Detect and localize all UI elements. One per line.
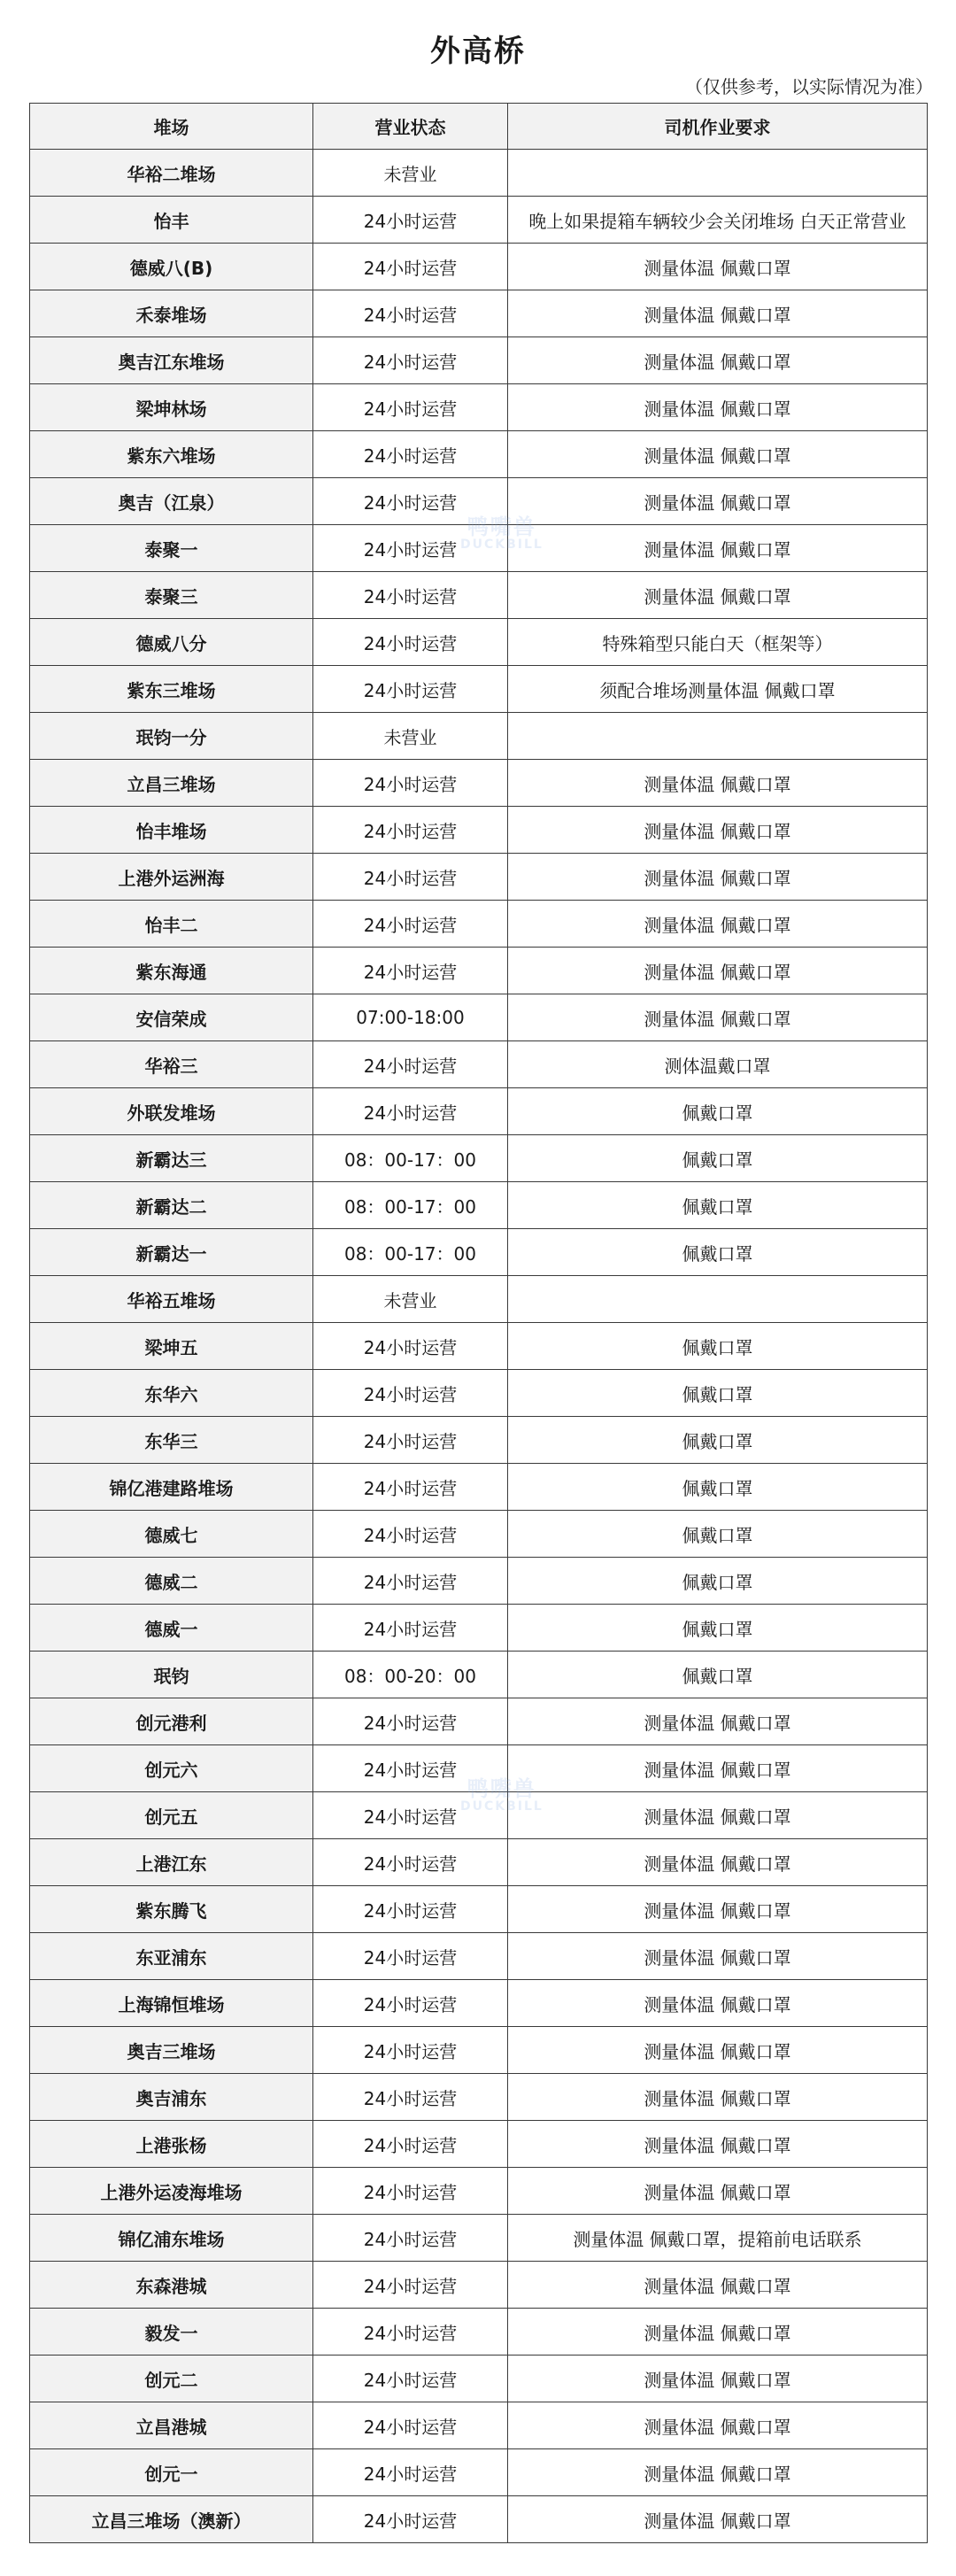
requirement-cell: 佩戴口罩 [508,1370,928,1417]
table-row [30,901,928,948]
table-row [30,1135,928,1182]
table-row [30,1464,928,1511]
yard-cell: 东华三 [30,1417,313,1464]
requirement-cell: 测量体温 佩戴口罩 [508,2449,928,2496]
status-cell: 24小时运营 [313,1417,508,1464]
requirement-cell: 佩戴口罩 [508,1605,928,1652]
requirement-cell: 须配合堆场测量体温 佩戴口罩 [508,666,928,713]
table-row [30,1980,928,2027]
requirement-cell: 测量体温 佩戴口罩 [508,1745,928,1792]
requirement-cell: 测量体温 佩戴口罩 [508,2402,928,2449]
yard-cell: 紫东三堆场 [30,666,313,713]
yard-cell: 怡丰二 [30,901,313,948]
table-row [30,290,928,337]
status-cell: 24小时运营 [313,854,508,901]
yard-cell: 立昌三堆场（澳新） [30,2496,313,2543]
yard-table [29,103,928,2543]
status-cell: 08：00-17：00 [313,1135,508,1182]
requirement-cell: 晚上如果提箱车辆较少会关闭堆场 白天正常营业 [508,197,928,244]
table-row [30,1792,928,1839]
yard-cell: 德威二 [30,1558,313,1605]
table-row [30,2309,928,2356]
yard-cell: 奥吉三堆场 [30,2027,313,2074]
status-cell: 24小时运营 [313,1886,508,1933]
requirement-cell: 测量体温 佩戴口罩 [508,290,928,337]
requirement-cell: 测量体温 佩戴口罩 [508,2121,928,2168]
table-row [30,1088,928,1135]
disclaimer-note: （仅供参考，以实际情况为准） [685,76,933,97]
status-cell: 24小时运营 [313,2074,508,2121]
yard-cell: 怡丰堆场 [30,807,313,854]
yard-cell: 立昌三堆场 [30,760,313,807]
requirement-cell: 测量体温 佩戴口罩 [508,760,928,807]
table-row [30,1698,928,1745]
requirement-cell [508,713,928,760]
table-row [30,807,928,854]
status-cell: 24小时运营 [313,1698,508,1745]
yard-cell: 东亚浦东 [30,1933,313,1980]
requirement-cell: 佩戴口罩 [508,1417,928,1464]
requirement-cell: 测量体温 佩戴口罩 [508,2074,928,2121]
yard-table-container [29,103,927,2543]
requirement-cell: 测量体温 佩戴口罩 [508,2168,928,2215]
table-row [30,572,928,619]
status-cell: 24小时运营 [313,807,508,854]
requirement-cell: 佩戴口罩 [508,1464,928,1511]
table-row [30,1229,928,1276]
yard-cell: 紫东六堆场 [30,431,313,478]
table-row [30,1839,928,1886]
requirement-cell: 测量体温 佩戴口罩 [508,994,928,1041]
requirement-cell: 佩戴口罩 [508,1135,928,1182]
yard-cell: 东华六 [30,1370,313,1417]
status-cell: 24小时运营 [313,431,508,478]
status-cell: 24小时运营 [313,525,508,572]
table-row [30,2215,928,2262]
status-cell: 24小时运营 [313,619,508,666]
status-cell: 24小时运营 [313,1839,508,1886]
table-row [30,1370,928,1417]
yard-cell: 创元一 [30,2449,313,2496]
requirement-cell: 测量体温 佩戴口罩 [508,1839,928,1886]
yard-cell: 德威八分 [30,619,313,666]
status-cell: 24小时运营 [313,1558,508,1605]
status-cell: 07:00-18:00 [313,994,508,1041]
table-row [30,1933,928,1980]
table-row [30,150,928,197]
status-cell: 24小时运营 [313,1370,508,1417]
status-cell: 24小时运营 [313,1464,508,1511]
status-cell: 24小时运营 [313,2309,508,2356]
requirement-cell: 测量体温 佩戴口罩 [508,948,928,994]
requirement-cell: 测量体温 佩戴口罩 [508,2496,928,2543]
yard-cell: 奥吉江东堆场 [30,337,313,384]
requirement-cell: 测量体温 佩戴口罩 [508,244,928,290]
yard-cell: 德威八(B) [30,244,313,290]
requirement-cell [508,150,928,197]
status-cell: 08：00-17：00 [313,1229,508,1276]
table-row [30,244,928,290]
requirement-cell: 测量体温 佩戴口罩 [508,2356,928,2402]
table-row [30,1605,928,1652]
status-cell: 24小时运营 [313,2449,508,2496]
table-row [30,2168,928,2215]
status-cell: 24小时运营 [313,1933,508,1980]
yard-cell: 华裕二堆场 [30,150,313,197]
requirement-cell: 测量体温 佩戴口罩 [508,2027,928,2074]
table-row [30,1745,928,1792]
table-header-row [30,104,928,150]
status-cell: 24小时运营 [313,1511,508,1558]
yard-cell: 安信荣成 [30,994,313,1041]
yard-cell: 锦亿港建路堆场 [30,1464,313,1511]
status-cell: 未营业 [313,713,508,760]
status-cell: 24小时运营 [313,2262,508,2309]
requirement-cell: 测量体温 佩戴口罩 [508,431,928,478]
yard-cell: 上港江东 [30,1839,313,1886]
requirement-cell: 测量体温 佩戴口罩 [508,525,928,572]
table-row [30,1558,928,1605]
status-cell: 24小时运营 [313,2496,508,2543]
requirement-cell: 测量体温 佩戴口罩 [508,572,928,619]
yard-cell: 德威七 [30,1511,313,1558]
yard-cell: 创元六 [30,1745,313,1792]
status-cell: 24小时运营 [313,760,508,807]
table-row [30,2027,928,2074]
header-status: 营业状态 [313,104,508,150]
requirement-cell: 测量体温 佩戴口罩 [508,2309,928,2356]
status-cell: 24小时运营 [313,197,508,244]
yard-cell: 立昌港城 [30,2402,313,2449]
yard-cell: 奥吉（江泉） [30,478,313,525]
yard-cell: 珉钧一分 [30,713,313,760]
table-row [30,2402,928,2449]
table-row [30,1323,928,1370]
table-row [30,1417,928,1464]
requirement-cell: 测量体温 佩戴口罩，提箱前电话联系 [508,2215,928,2262]
requirement-cell: 测量体温 佩戴口罩 [508,384,928,431]
yard-cell: 新霸达二 [30,1182,313,1229]
status-cell: 24小时运营 [313,948,508,994]
requirement-cell: 佩戴口罩 [508,1652,928,1698]
status-cell: 未营业 [313,1276,508,1323]
yard-cell: 禾泰堆场 [30,290,313,337]
table-row [30,1276,928,1323]
requirement-cell: 测量体温 佩戴口罩 [508,1792,928,1839]
yard-cell: 上港张杨 [30,2121,313,2168]
status-cell: 24小时运营 [313,901,508,948]
table-row [30,525,928,572]
status-cell: 24小时运营 [313,1041,508,1088]
table-row [30,2356,928,2402]
requirement-cell [508,1276,928,1323]
table-row [30,1886,928,1933]
status-cell: 24小时运营 [313,666,508,713]
yard-cell: 新霸达一 [30,1229,313,1276]
requirement-cell: 测量体温 佩戴口罩 [508,901,928,948]
table-row [30,2449,928,2496]
table-row [30,760,928,807]
requirement-cell: 测量体温 佩戴口罩 [508,854,928,901]
status-cell: 24小时运营 [313,2121,508,2168]
requirement-cell: 测量体温 佩戴口罩 [508,1980,928,2027]
table-row [30,619,928,666]
yard-cell: 华裕三 [30,1041,313,1088]
requirement-cell: 佩戴口罩 [508,1511,928,1558]
yard-cell: 东森港城 [30,2262,313,2309]
status-cell: 24小时运营 [313,290,508,337]
table-row [30,2074,928,2121]
status-cell: 24小时运营 [313,2027,508,2074]
yard-cell: 德威一 [30,1605,313,1652]
header-yard: 堆场 [30,104,313,150]
yard-cell: 奥吉浦东 [30,2074,313,2121]
requirement-cell: 测量体温 佩戴口罩 [508,1933,928,1980]
status-cell: 24小时运营 [313,2356,508,2402]
yard-cell: 上港外运洲海 [30,854,313,901]
status-cell: 24小时运营 [313,1980,508,2027]
table-row [30,948,928,994]
status-cell: 08：00-20：00 [313,1652,508,1698]
table-row [30,1041,928,1088]
table-row [30,1652,928,1698]
status-cell: 24小时运营 [313,244,508,290]
requirement-cell: 测量体温 佩戴口罩 [508,1886,928,1933]
table-row [30,713,928,760]
table-row [30,2262,928,2309]
status-cell: 24小时运营 [313,2402,508,2449]
requirement-cell: 测量体温 佩戴口罩 [508,1698,928,1745]
yard-cell: 上海锦恒堆场 [30,1980,313,2027]
table-row [30,384,928,431]
status-cell: 08：00-17：00 [313,1182,508,1229]
requirement-cell: 佩戴口罩 [508,1088,928,1135]
page-title: 外高桥 [430,34,526,69]
yard-cell: 怡丰 [30,197,313,244]
table-row [30,431,928,478]
requirement-cell: 测量体温 佩戴口罩 [508,337,928,384]
table-row [30,478,928,525]
status-cell: 24小时运营 [313,2168,508,2215]
yard-cell: 紫东海通 [30,948,313,994]
yard-cell: 紫东腾飞 [30,1886,313,1933]
yard-cell: 珉钧 [30,1652,313,1698]
yard-cell: 锦亿浦东堆场 [30,2215,313,2262]
requirement-cell: 特殊箱型只能白天（框架等） [508,619,928,666]
status-cell: 24小时运营 [313,1323,508,1370]
yard-cell: 华裕五堆场 [30,1276,313,1323]
requirement-cell: 佩戴口罩 [508,1323,928,1370]
yard-cell: 新霸达三 [30,1135,313,1182]
status-cell: 未营业 [313,150,508,197]
status-cell: 24小时运营 [313,478,508,525]
requirement-cell: 测量体温 佩戴口罩 [508,478,928,525]
yard-cell: 泰聚三 [30,572,313,619]
yard-cell: 梁坤林场 [30,384,313,431]
yard-cell: 毅发一 [30,2309,313,2356]
yard-cell: 外联发堆场 [30,1088,313,1135]
table-row [30,197,928,244]
requirement-cell: 佩戴口罩 [508,1229,928,1276]
status-cell: 24小时运营 [313,2215,508,2262]
yard-cell: 创元五 [30,1792,313,1839]
yard-cell: 上港外运凌海堆场 [30,2168,313,2215]
status-cell: 24小时运营 [313,1792,508,1839]
header-requirements: 司机作业要求 [508,104,928,150]
requirement-cell: 佩戴口罩 [508,1182,928,1229]
yard-cell: 泰聚一 [30,525,313,572]
table-body [30,150,928,2543]
table-row [30,1182,928,1229]
status-cell: 24小时运营 [313,384,508,431]
requirement-cell: 测量体温 佩戴口罩 [508,807,928,854]
status-cell: 24小时运营 [313,1605,508,1652]
table-row [30,2121,928,2168]
requirement-cell: 测体温戴口罩 [508,1041,928,1088]
yard-cell: 创元港利 [30,1698,313,1745]
status-cell: 24小时运营 [313,572,508,619]
status-cell: 24小时运营 [313,1745,508,1792]
table-row [30,2496,928,2543]
requirement-cell: 测量体温 佩戴口罩 [508,2262,928,2309]
yard-cell: 创元二 [30,2356,313,2402]
table-row [30,666,928,713]
table-row [30,337,928,384]
yard-cell: 梁坤五 [30,1323,313,1370]
table-row [30,1511,928,1558]
status-cell: 24小时运营 [313,337,508,384]
table-row [30,854,928,901]
requirement-cell: 佩戴口罩 [508,1558,928,1605]
status-cell: 24小时运营 [313,1088,508,1135]
table-row [30,994,928,1041]
